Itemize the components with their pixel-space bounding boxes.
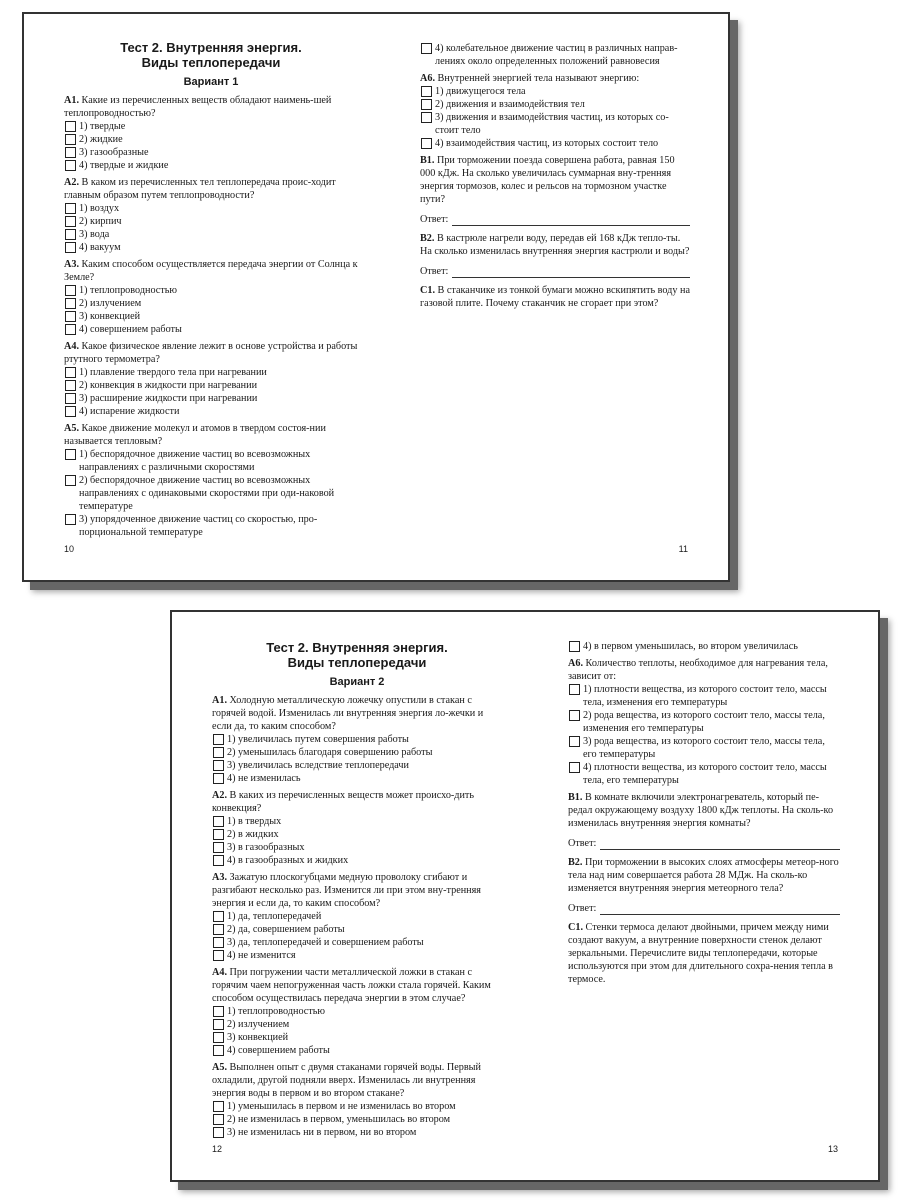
answer-option [212, 936, 502, 949]
answer-input-line[interactable] [452, 268, 690, 278]
answer-checkbox[interactable] [65, 406, 76, 417]
answer-input-line[interactable] [600, 905, 840, 915]
variant-heading: Вариант 1 [183, 76, 239, 88]
answer-line [420, 265, 690, 278]
answer-option [212, 1100, 502, 1113]
answer-option [64, 366, 358, 379]
answer-option [212, 910, 502, 923]
answer-checkbox[interactable] [421, 112, 432, 123]
question-text [420, 72, 690, 85]
question-body: В каком из перечисленных тел теплопередача проис-ходит главным образом путем теплопроводности? [64, 177, 336, 201]
answer-option [64, 133, 358, 146]
question-block [420, 154, 690, 226]
answer-checkbox[interactable] [213, 1045, 224, 1056]
answer-checkbox[interactable] [213, 760, 224, 771]
question-text [568, 791, 840, 830]
question-label: A3. [212, 872, 227, 883]
answer-option [212, 1005, 502, 1018]
question-block [64, 340, 358, 418]
answer-input-line[interactable] [452, 216, 690, 226]
answer-checkbox[interactable] [65, 475, 76, 486]
answer-option [64, 323, 358, 336]
answer-option [568, 709, 840, 735]
answer-option [420, 111, 690, 137]
answer-checkbox[interactable] [213, 734, 224, 745]
answer-option [64, 284, 358, 297]
answer-option [420, 137, 690, 150]
answer-checkbox[interactable] [65, 147, 76, 158]
question-text [420, 232, 690, 258]
answer-checkbox[interactable] [65, 380, 76, 391]
question-body: Выполнен опыт с двумя стаканами горячей воды. Первый охладили, другой подняли вверх. Изменилась ли внутренняя энергия воды в первом и во втором стакане? [212, 1062, 481, 1099]
option-text: 4) взаимодействия частиц, из которых состоит тело [435, 138, 659, 149]
question-text [212, 871, 502, 910]
answer-checkbox[interactable] [213, 855, 224, 866]
answer-option [568, 761, 840, 787]
answer-label: Ответ: [568, 903, 597, 914]
page-11 [420, 42, 690, 310]
question-text [568, 657, 840, 683]
answer-option [64, 146, 358, 159]
answer-checkbox[interactable] [569, 710, 580, 721]
question-body: В комнате включили электронагреватель, который пе-редал окружающему воздуху 1800 кДж теплоты. На сколь-ко изменилась внутренняя энергия комнаты? [568, 792, 834, 829]
answer-option [568, 683, 840, 709]
answer-line [568, 902, 840, 915]
answer-option [64, 513, 358, 539]
answer-checkbox[interactable] [65, 298, 76, 309]
answer-checkbox[interactable] [213, 1032, 224, 1043]
question-label: A5. [212, 1062, 227, 1073]
answer-checkbox[interactable] [65, 242, 76, 253]
question-label: A3. [64, 259, 79, 270]
question-block [212, 789, 502, 867]
question-block [64, 422, 358, 539]
answer-checkbox[interactable] [65, 285, 76, 296]
option-text: 4) вакуум [79, 242, 121, 253]
question-body: При торможении в высоких слоях атмосферы метеор-ного тела над ним совершается работа 28 МДж. На сколь-ко изменяется внутренняя энергия метеорного тела? [568, 857, 839, 894]
answer-option [420, 98, 690, 111]
answer-option [64, 392, 358, 405]
option-text: 2) излучением [79, 298, 142, 309]
question-block [212, 694, 502, 785]
answer-checkbox[interactable] [213, 773, 224, 784]
answer-option [212, 1044, 502, 1057]
page-10 [64, 40, 358, 539]
question-body: В каких из перечисленных веществ может происхо-дить конвекция? [212, 790, 475, 814]
answer-option [212, 828, 502, 841]
question-continuation [568, 640, 840, 653]
question-text [568, 856, 840, 895]
answer-checkbox[interactable] [569, 641, 580, 652]
answer-option [212, 746, 502, 759]
variant-heading: Вариант 2 [329, 676, 385, 688]
answer-checkbox[interactable] [213, 924, 224, 935]
book-spread-variant-1 [22, 12, 730, 582]
question-continuation [420, 42, 690, 68]
answer-option [212, 841, 502, 854]
page-13 [568, 640, 840, 986]
question-body: В кастрюле нагрели воду, передав ей 168 кДж тепло-ты. На сколько изменилась внутренняя энергия кастрюли и воды? [420, 233, 690, 257]
option-text: 2) рода вещества, из которого состоит тело, массы тела, изменения его температуры [583, 710, 825, 734]
option-text: 1) беспорядочное движение частиц во всевозможных направлениях с различными скоростями [79, 449, 311, 473]
answer-option [212, 1126, 502, 1139]
answer-option [420, 85, 690, 98]
question-body: Какие из перечисленных веществ обладают наимень-шей теплопроводностью? [64, 95, 332, 119]
option-text: 4) в первом уменьшилась, во втором увеличилась [583, 641, 798, 652]
question-body: Внутренней энергией тела называют энергию: [437, 73, 640, 84]
answer-input-line[interactable] [600, 840, 840, 850]
answer-checkbox[interactable] [65, 229, 76, 240]
question-body: При погружении части металлической ложки в стакан с горячим чаем непогруженная часть ложки стала горячей. Каким способом осуществилась передача энергии в этом случае? [212, 967, 491, 1004]
answer-checkbox[interactable] [65, 160, 76, 171]
question-body: Какое движение молекул и атомов в твердом состоя-нии называется тепловым? [64, 423, 326, 447]
question-body: При торможении поезда совершена работа, равная 150 000 кДж. На сколько увеличилась суммарная вну-тренняя энергия тормозов, колес и рельсов на тормозном участке пути? [420, 155, 675, 205]
option-text: 2) излучением [227, 1019, 290, 1030]
question-block [568, 657, 840, 787]
option-text: 3) расширение жидкости при нагревании [79, 393, 258, 404]
question-body: Каким способом осуществляется передача энергии от Солнца к Земле? [64, 259, 358, 283]
answer-option [64, 297, 358, 310]
option-text: 1) уменьшилась в первом и не изменилась во втором [227, 1101, 456, 1112]
answer-checkbox[interactable] [213, 937, 224, 948]
question-body: Какое физическое явление лежит в основе устройства и работы ртутного термометра? [64, 341, 358, 365]
answer-option [212, 923, 502, 936]
question-text [64, 94, 358, 120]
option-text: 1) твердые [79, 121, 126, 132]
question-block [420, 284, 690, 310]
answer-option [212, 854, 502, 867]
answer-option [64, 379, 358, 392]
answer-option [212, 1031, 502, 1044]
question-label: A6. [420, 73, 435, 84]
option-text: 3) в газообразных [227, 842, 305, 853]
question-block [64, 94, 358, 172]
option-text: 1) в твердых [227, 816, 282, 827]
page-number: 12 [212, 1144, 223, 1154]
answer-option [212, 772, 502, 785]
answer-option [212, 815, 502, 828]
answer-option [212, 733, 502, 746]
answer-option [212, 1113, 502, 1126]
question-text [420, 284, 690, 310]
answer-checkbox[interactable] [65, 324, 76, 335]
option-text: 2) в жидких [227, 829, 279, 840]
option-text: 4) плотности вещества, из которого состоит тело, массы тела, его температуры [583, 762, 827, 786]
option-text: 4) совершением работы [227, 1045, 330, 1056]
question-body: Стенки термоса делают двойными, причем между ними создают вакуум, а внутренние поверхности стенок делают зеркальными. Перечислите виды теплопередачи, которые используются при этом для длительного сохра-нения тепла в термосе. [568, 922, 833, 985]
answer-checkbox[interactable] [65, 393, 76, 404]
answer-checkbox[interactable] [65, 514, 76, 525]
test-title: Виды теплопередачи [141, 55, 281, 70]
answer-checkbox[interactable] [569, 684, 580, 695]
answer-option [568, 735, 840, 761]
option-text: 4) совершением работы [79, 324, 182, 335]
option-text: 1) да, теплопередачей [227, 911, 322, 922]
answer-checkbox[interactable] [213, 747, 224, 758]
answer-checkbox[interactable] [65, 367, 76, 378]
answer-option [64, 120, 358, 133]
answer-checkbox[interactable] [421, 99, 432, 110]
answer-checkbox[interactable] [213, 1127, 224, 1138]
answer-checkbox[interactable] [421, 43, 432, 54]
answer-option [64, 405, 358, 418]
answer-checkbox[interactable] [213, 911, 224, 922]
option-text: 2) не изменилась в первом, уменьшилась во втором [227, 1114, 451, 1125]
question-body: В стаканчике из тонкой бумаги можно вскипятить воду на газовой плите. Почему стаканчик не сгорает при этом? [420, 285, 690, 309]
answer-option [64, 241, 358, 254]
question-label: A1. [212, 695, 227, 706]
answer-option [420, 42, 690, 68]
answer-option [64, 202, 358, 215]
option-text: 3) движения и взаимодействия частиц, из которых со-стоит тело [435, 112, 669, 136]
question-block [568, 921, 840, 986]
answer-checkbox[interactable] [569, 762, 580, 773]
option-text: 1) увеличилась путем совершения работы [227, 734, 409, 745]
question-block [212, 966, 502, 1057]
answer-checkbox[interactable] [213, 829, 224, 840]
answer-checkbox[interactable] [65, 311, 76, 322]
answer-checkbox[interactable] [213, 1101, 224, 1112]
answer-checkbox[interactable] [65, 203, 76, 214]
option-text: 3) да, теплопередачей и совершением работы [227, 937, 424, 948]
question-block [568, 856, 840, 915]
question-text [212, 694, 502, 733]
answer-label: Ответ: [420, 214, 449, 225]
option-text: 3) вода [79, 229, 110, 240]
question-block [420, 72, 690, 150]
question-text [212, 966, 502, 1005]
answer-checkbox[interactable] [421, 86, 432, 97]
question-label: B2. [420, 233, 435, 244]
question-text [64, 258, 358, 284]
option-text: 2) конвекция в жидкости при нагревании [79, 380, 258, 391]
option-text: 2) движения и взаимодействия тел [435, 99, 585, 110]
option-text: 3) упорядоченное движение частиц со скоростью, про-порциональной температуре [79, 514, 318, 538]
question-block [568, 791, 840, 850]
option-text: 2) жидкие [79, 134, 123, 145]
book-spread-variant-2 [170, 610, 880, 1182]
question-text [64, 340, 358, 366]
option-text: 1) теплопроводностью [79, 285, 178, 296]
answer-option [64, 159, 358, 172]
answer-checkbox[interactable] [213, 950, 224, 961]
question-label: A5. [64, 423, 79, 434]
question-label: A2. [64, 177, 79, 188]
question-label: B1. [420, 155, 435, 166]
question-text [420, 154, 690, 206]
answer-option [64, 474, 358, 513]
option-text: 3) увеличилась вследствие теплопередачи [227, 760, 409, 771]
question-text [64, 422, 358, 448]
question-text [212, 1061, 502, 1100]
option-text: 4) колебательное движение частиц в различных направ-лениях около определенных положений равновесия [435, 43, 678, 67]
test-title: Тест 2. Внутренняя энергия. [120, 40, 302, 55]
answer-option [212, 759, 502, 772]
answer-checkbox[interactable] [213, 1006, 224, 1017]
question-label: A2. [212, 790, 227, 801]
option-text: 2) кирпич [79, 216, 122, 227]
option-text: 2) беспорядочное движение частиц во всевозможных направлениях с одинаковыми скоростями при оди-наковой температуре [79, 475, 335, 512]
option-text: 1) движущегося тела [435, 86, 526, 97]
page-number: 13 [827, 1144, 838, 1154]
question-block [212, 1061, 502, 1139]
question-body: Количество теплоты, необходимое для нагревания тела, зависит от: [568, 658, 828, 682]
test-title: Тест 2. Внутренняя энергия. [266, 640, 448, 655]
question-label: C1. [420, 285, 435, 296]
question-label: B1. [568, 792, 583, 803]
answer-checkbox[interactable] [65, 449, 76, 460]
question-text [64, 176, 358, 202]
question-label: A6. [568, 658, 583, 669]
question-label: B2. [568, 857, 583, 868]
answer-option [64, 310, 358, 323]
answer-checkbox[interactable] [213, 1114, 224, 1125]
answer-option [212, 949, 502, 962]
question-body: Зажатую плоскогубцами медную проволоку сгибают и разгибают несколько раз. Изменится ли при этом вну-тренняя энергия и если да, то каким способом? [212, 872, 481, 909]
question-label: A4. [212, 967, 227, 978]
answer-label: Ответ: [420, 266, 449, 277]
question-text [212, 789, 502, 815]
answer-checkbox[interactable] [569, 736, 580, 747]
answer-checkbox[interactable] [213, 816, 224, 827]
option-text: 3) конвекцией [227, 1032, 289, 1043]
answer-checkbox[interactable] [421, 138, 432, 149]
page-number: 11 [678, 544, 688, 554]
option-text: 1) плавление твердого тела при нагревании [79, 367, 267, 378]
option-text: 4) не изменится [227, 950, 296, 961]
answer-option [212, 1018, 502, 1031]
answer-checkbox[interactable] [213, 842, 224, 853]
option-text: 1) воздух [79, 203, 120, 214]
option-text: 4) испарение жидкости [79, 406, 180, 417]
question-block [64, 258, 358, 336]
answer-label: Ответ: [568, 838, 597, 849]
question-label: A1. [64, 95, 79, 106]
answer-option [64, 448, 358, 474]
answer-checkbox[interactable] [65, 134, 76, 145]
answer-line [568, 837, 840, 850]
option-text: 4) не изменилась [227, 773, 301, 784]
question-text [568, 921, 840, 986]
page-number: 10 [64, 544, 75, 554]
question-block [420, 232, 690, 278]
answer-checkbox[interactable] [213, 1019, 224, 1030]
option-text: 3) не изменилась ни в первом, ни во втором [227, 1127, 417, 1138]
answer-option [64, 215, 358, 228]
answer-checkbox[interactable] [65, 121, 76, 132]
question-body: Холодную металлическую ложечку опустили в стакан с горячей водой. Изменилась ли внутренняя энергия ло-жечки и если да, то каким способом? [212, 695, 484, 732]
option-text: 3) рода вещества, из которого состоит тело, массы тела, его температуры [583, 736, 825, 760]
question-label: A4. [64, 341, 79, 352]
option-text: 2) уменьшилась благодаря совершению работы [227, 747, 433, 758]
option-text: 1) плотности вещества, из которого состоит тело, массы тела, изменения его температуры [583, 684, 827, 708]
page-12 [212, 640, 502, 1139]
option-text: 4) твердые и жидкие [79, 160, 169, 171]
answer-line [420, 213, 690, 226]
option-text: 1) теплопроводностью [227, 1006, 326, 1017]
option-text: 3) конвекцией [79, 311, 141, 322]
answer-option [64, 228, 358, 241]
option-text: 3) газообразные [79, 147, 149, 158]
answer-option [568, 640, 840, 653]
test-title: Виды теплопередачи [287, 655, 427, 670]
question-block [64, 176, 358, 254]
option-text: 4) в газообразных и жидких [227, 855, 349, 866]
answer-checkbox[interactable] [65, 216, 76, 227]
question-label: C1. [568, 922, 583, 933]
question-block [212, 871, 502, 962]
option-text: 2) да, совершением работы [227, 924, 345, 935]
